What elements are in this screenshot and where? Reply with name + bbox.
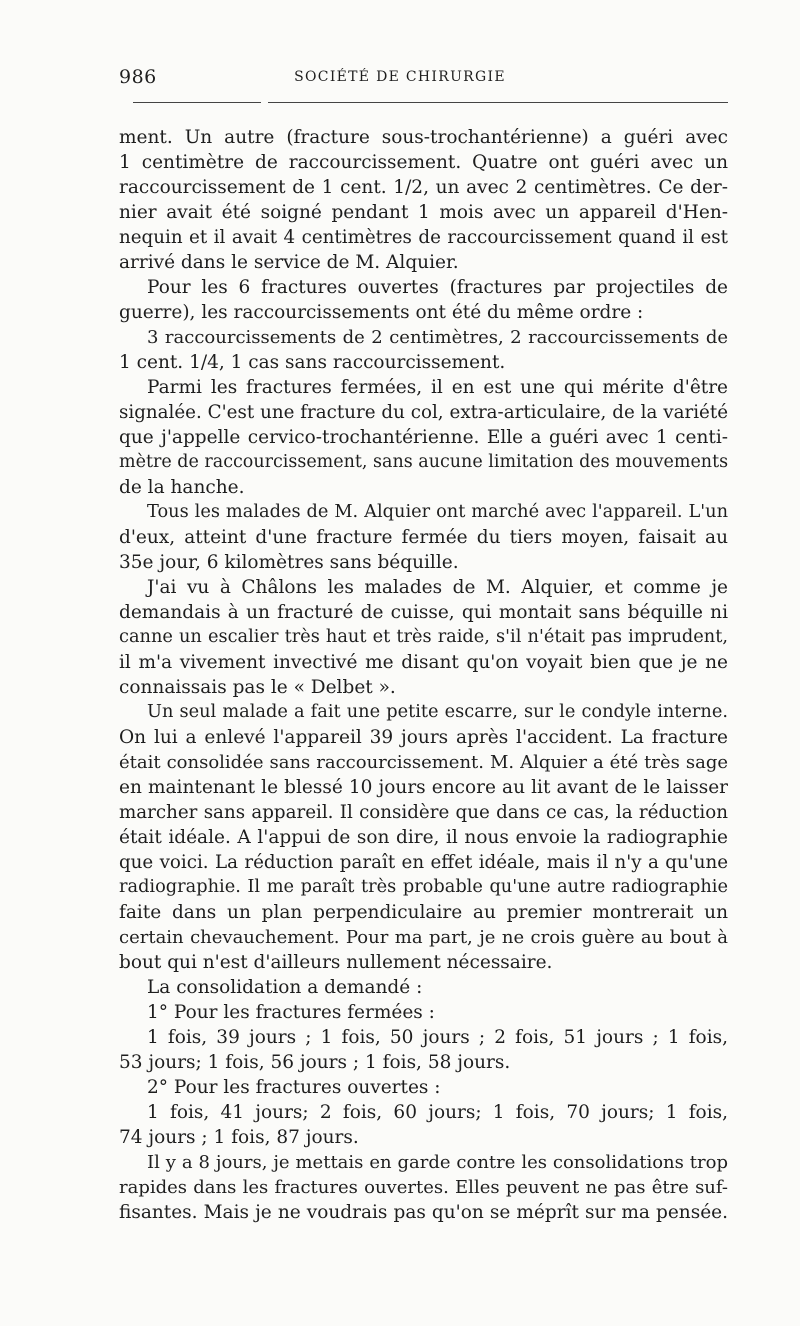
text-line: de la hanche. <box>119 477 245 498</box>
text-line: connaissais pas le « Delbet ». <box>119 677 396 698</box>
text-line: signalée. C'est une fracture du col, extra-articulaire, de la variété <box>119 402 728 423</box>
text-line: nier avait été soigné pendant 1 mois avec un appareil d'Hen- <box>119 202 728 223</box>
text-line: guerre), les raccourcissements ont été du même ordre : <box>119 302 644 323</box>
text-line: arrivé dans le service de M. Alquier. <box>119 252 459 273</box>
text-line: marcher sans appareil. Il considère que dans ce cas, la réduction <box>119 802 728 823</box>
text-line: d'eux, atteint d'une fracture fermée du tiers moyen, faisait au <box>119 527 728 548</box>
text-line: était consolidée sans raccourcissement. M. Alquier a été très sage <box>119 752 728 773</box>
header-rule-right <box>268 102 728 103</box>
text-line: Parmi les fractures fermées, il en est une qui mérite d'être <box>147 377 728 398</box>
text-line: 1° Pour les fractures fermées : <box>147 1002 435 1023</box>
page-header <box>0 66 800 96</box>
text-line: fisantes. Mais je ne voudrais pas qu'on se méprît sur ma pensée. <box>119 1202 728 1223</box>
text-line: bout qui n'est d'ailleurs nullement nécessaire. <box>119 952 553 973</box>
text-line: en maintenant le blessé 10 jours encore au lit avant de le laisser <box>119 777 728 798</box>
text-line: était idéale. A l'appui de son dire, il nous envoie la radiographie <box>119 827 728 848</box>
text-line: il m'a vivement invectivé me disant qu'on voyait bien que je ne <box>119 652 728 673</box>
text-line: ment. Un autre (fracture sous-trochantérienne) a guéri avec <box>119 127 728 148</box>
text-line: canne un escalier très haut et très raide, s'il n'était pas imprudent, <box>119 627 728 647</box>
text-line: Un seul malade a fait une petite escarre, sur le condyle interne. <box>147 702 728 722</box>
text-line: La consolidation a demandé : <box>147 977 423 998</box>
text-line: Il y a 8 jours, je mettais en garde contre les consolidations trop <box>147 1152 728 1173</box>
text-line: 74 jours ; 1 fois, 87 jours. <box>119 1127 359 1148</box>
text-line: que j'appelle cervico-trochantérienne. Elle a guéri avec 1 centi- <box>119 427 728 448</box>
text-line: faite dans un plan perpendiculaire au premier montrerait un <box>119 902 728 923</box>
text-line: 53 jours; 1 fois, 56 jours ; 1 fois, 58 jours. <box>119 1052 511 1073</box>
text-line: certain chevauchement. Pour ma part, je ne crois guère au bout à <box>119 927 728 948</box>
text-line: 35e jour, 6 kilomètres sans béquille. <box>119 552 459 573</box>
text-line: 1 cent. 1/4, 1 cas sans raccourcissement. <box>119 352 506 373</box>
text-line: 1 centimètre de raccourcissement. Quatre ont guéri avec un <box>119 152 728 173</box>
running-title: SOCIÉTÉ DE CHIRURGIE <box>294 69 506 85</box>
text-line: que voici. La réduction paraît en effet idéale, mais il n'y a qu'une <box>119 852 728 873</box>
header-rule-left <box>133 102 261 103</box>
text-line: nequin et il avait 4 centimètres de raccourcissement quand il est <box>119 227 728 248</box>
text-line: Tous les malades de M. Alquier ont marché avec l'appareil. L'un <box>147 502 728 522</box>
text-line: Pour les 6 fractures ouvertes (fractures par projectiles de <box>147 277 728 298</box>
text-line: mètre de raccourcissement, sans aucune limitation des mouvements <box>119 452 729 472</box>
text-line: raccourcissement de 1 cent. 1/2, un avec 2 centimètres. Ce der- <box>119 177 728 198</box>
text-line: On lui a enlevé l'appareil 39 jours après l'accident. La fracture <box>119 727 728 748</box>
page-number: 986 <box>119 66 157 88</box>
text-line: 2° Pour les fractures ouvertes : <box>147 1077 441 1098</box>
text-line: 1 fois, 39 jours ; 1 fois, 50 jours ; 2 fois, 51 jours ; 1 fois, <box>147 1027 728 1048</box>
text-line: demandais à un fracturé de cuisse, qui montait sans béquille ni <box>119 602 728 623</box>
text-line: radiographie. Il me paraît très probable qu'une autre radiographie <box>119 877 728 897</box>
text-line: 3 raccourcissements de 2 centimètres, 2 raccourcissements de <box>147 327 728 348</box>
body-text <box>119 125 728 1225</box>
text-line: 1 fois, 41 jours; 2 fois, 60 jours; 1 fois, 70 jours; 1 fois, <box>147 1102 728 1123</box>
text-line: J'ai vu à Châlons les malades de M. Alquier, et comme je <box>147 577 728 598</box>
text-line: rapides dans les fractures ouvertes. Elles peuvent ne pas être suf- <box>119 1177 728 1198</box>
